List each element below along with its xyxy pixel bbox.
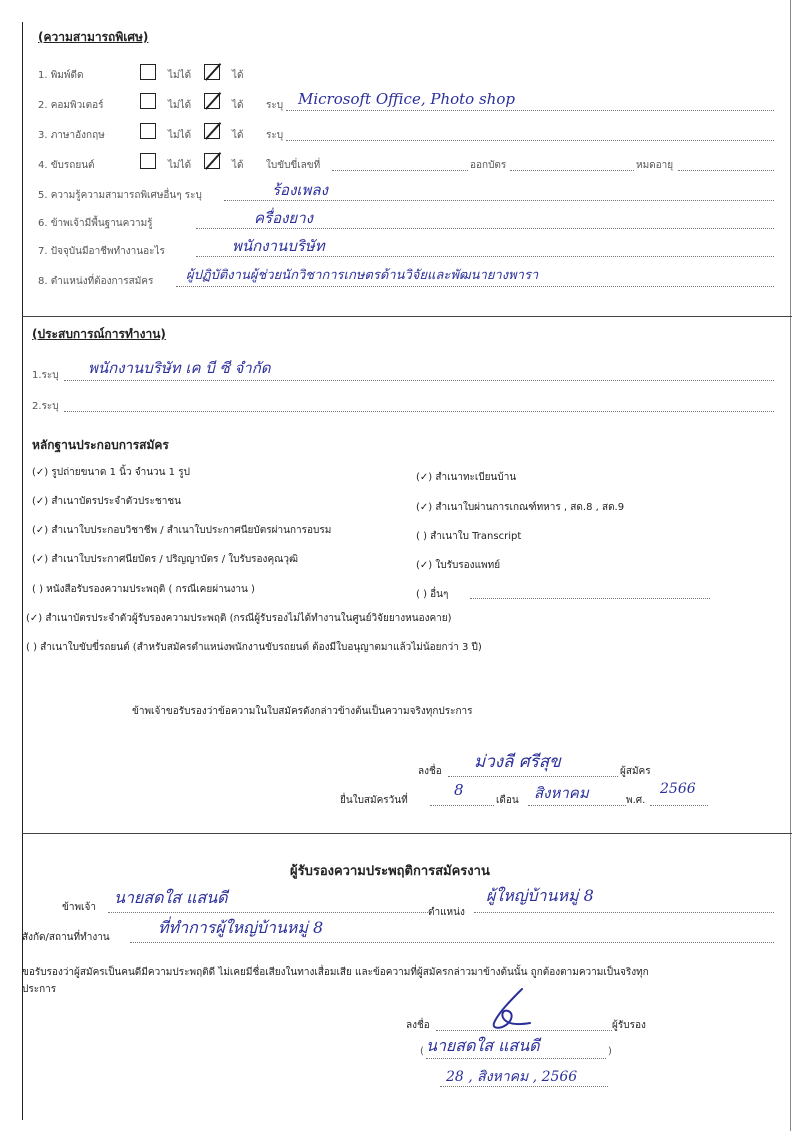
apply-month-value[interactable]: สิงหาคม	[534, 784, 589, 802]
guarantor-heading: ผู้รับรองความประพฤติการสมัครงาน	[290, 864, 490, 879]
guarantor-position-label: ตำแหน่ง	[428, 907, 465, 918]
typing-yes-label: ได้	[232, 70, 244, 81]
background-value[interactable]: ครื่องยาง	[254, 209, 313, 227]
doc-right-item: ( ) อื่นๆ	[416, 589, 449, 600]
apply-month-label: เดือน	[496, 795, 519, 806]
english-no-label: ไม่ได้	[168, 130, 192, 141]
guarantor-workplace-value[interactable]: ที่ทำการผู้ใหญ่บ้านหมู่ 8	[158, 918, 324, 937]
experience-item1-label: 1.ระบุ	[32, 370, 59, 381]
current-job-value[interactable]: พนักงานบริษัท	[232, 237, 325, 255]
computer-specify-label: ระบุ	[266, 100, 284, 111]
experience-item1-value[interactable]: พนักงานบริษัท เค บี ซี จำกัด	[88, 359, 271, 377]
computer-yes-label: ได้	[232, 100, 244, 111]
driving-no-label: ไม่ได้	[168, 160, 192, 171]
special-skills-heading: (ความสามารถพิเศษ)	[38, 30, 149, 44]
doc-right-item: ( ) สำเนาใบ Transcript	[416, 531, 522, 542]
doc-driving-license-item: ( ) สำเนาใบขับขี่รถยนต์ (สำหรับสมัครตำแหน่งพนักงานขับรถยนต์ ต้องมีใบอนุญาตมาแล้วไม่น้อยกว่า 3 ปี)	[26, 642, 482, 653]
doc-right-item: (✓) สำเนาทะเบียนบ้าน	[416, 472, 517, 483]
applicant-statement: ข้าพเจ้าขอรับรองว่าข้อความในใบสมัครดังกล่าวข้างต้นเป็นความจริงทุกประการ	[132, 706, 473, 717]
driving-issued-label: ออกบัตร	[470, 160, 507, 171]
position-label: 8. ตำแหน่งที่ต้องการสมัคร	[38, 276, 154, 287]
computer-specify-value[interactable]: Microsoft Office, Photo shop	[298, 90, 515, 108]
doc-right-item: (✓) สำเนาใบผ่านการเกณฑ์ทหาร , สด.8 , สด.9	[416, 502, 625, 513]
guarantor-printed-name[interactable]: นายสดใส แสนดี	[426, 1036, 540, 1055]
doc-left-item: (✓) สำเนาบัตรประจำตัวประชาชน	[32, 496, 181, 507]
apply-year-value[interactable]: 2566	[660, 781, 696, 797]
apply-date-label: ยื่นใบสมัครวันที่	[340, 795, 408, 806]
driving-license-label: ใบขับขี่เลขที่	[266, 160, 321, 171]
current-job-label: 7. ปัจจุบันมีอาชีพทำงานอะไร	[38, 246, 165, 257]
computer-label: 2. คอมพิวเตอร์	[38, 100, 104, 111]
guarantor-name-value[interactable]: นายสดใส แสนดี	[114, 888, 228, 907]
guarantor-sign-label: ลงชื่อ	[406, 1020, 430, 1031]
other-knowledge-label: 5. ความรู้ความสามารถพิเศษอื่นๆ ระบุ	[38, 190, 202, 201]
driving-yes-label: ได้	[232, 160, 244, 171]
guarantor-position-value[interactable]: ผู้ใหญ่บ้านหมู่ 8	[486, 886, 594, 905]
doc-left-item: (✓) สำเนาใบประกอบวิชาชีพ / สำเนาใบประกาศนียบัตรผ่านการอบรม	[32, 525, 332, 536]
printed-name-open-paren: (	[420, 1046, 424, 1057]
guarantor-role-label: ผู้รับรอง	[612, 1020, 646, 1031]
driving-label: 4. ขับรถยนต์	[38, 160, 95, 171]
documents-heading: หลักฐานประกอบการสมัคร	[32, 438, 169, 452]
printed-name-close-paren: )	[608, 1046, 612, 1057]
guarantor-printed-name-line	[426, 1058, 606, 1059]
experience-heading: (ประสบการณ์การทำงาน)	[32, 327, 166, 341]
english-label: 3. ภาษาอังกฤษ	[38, 130, 105, 141]
computer-no-label: ไม่ได้	[168, 100, 192, 111]
applicant-role-label: ผู้สมัคร	[620, 766, 651, 777]
guarantor-position-line	[474, 912, 774, 913]
guarantor-i-label: ข้าพเจ้า	[62, 902, 96, 913]
apply-day-value[interactable]: 8	[454, 781, 464, 799]
typing-label: 1. พิมพ์ดีด	[38, 70, 84, 81]
other-knowledge-value[interactable]: ร้องเพลง	[272, 181, 328, 199]
guarantor-workplace-label: สังกัด/สถานที่ทำงาน	[22, 932, 110, 943]
doc-guarantor-id-item: (✓) สำเนาบัตรประจำตัวผู้รับรองความประพฤติ (กรณีผู้รับรองไม่ได้ทำงานในศูนย์วิจัยยางหนองคาย)	[26, 613, 452, 624]
guarantor-statement-end: ประการ	[22, 984, 57, 995]
doc-left-item: ( ) หนังสือรับรองความประพฤติ ( กรณีเคยผ่านงาน )	[32, 584, 255, 595]
typing-no-label: ไม่ได้	[168, 70, 192, 81]
experience-item2-label: 2.ระบุ	[32, 401, 59, 412]
guarantor-date-line	[440, 1086, 608, 1087]
guarantor-name-line	[108, 912, 428, 913]
english-yes-label: ได้	[232, 130, 244, 141]
doc-right-item: (✓) ใบรับรองแพทย์	[416, 560, 501, 571]
apply-year-label: พ.ศ.	[626, 795, 646, 806]
position-value[interactable]: ผู้ปฏิบัติงานผู้ช่วยนักวิชาการเกษตรด้านวิจัยและพัฒนายางพารา	[186, 268, 539, 283]
background-label: 6. ข้าพเจ้ามีพื้นฐานความรู้	[38, 218, 153, 229]
guarantor-signature[interactable]	[488, 985, 536, 1033]
driving-expiry-label: หมดอายุ	[636, 160, 674, 171]
doc-left-item: (✓) รูปถ่ายขนาด 1 นิ้ว จำนวน 1 รูป	[32, 467, 190, 478]
applicant-signature[interactable]: ม่วงลี ศรีสุข	[474, 752, 561, 772]
guarantor-workplace-line	[130, 942, 774, 943]
guarantor-statement: ขอรับรองว่าผู้สมัครเป็นคนดีมีความประพฤติดี ไม่เคยมีชื่อเสียงในทางเสื่อมเสีย และข้อความที่ผู้สมัครกล่าวมาข้างต้นนั้น ถูกต้องตามความเป็นจริงทุก	[22, 967, 649, 978]
guarantor-date[interactable]: 28 , สิงหาคม , 2566	[446, 1069, 578, 1085]
doc-left-item: (✓) สำเนาใบประกาศนียบัตร / ปริญญาบัตร / ใบรับรองคุณวุฒิ	[32, 554, 299, 565]
applicant-sign-label: ลงชื่อ	[418, 766, 442, 777]
english-specify-label: ระบุ	[266, 130, 284, 141]
